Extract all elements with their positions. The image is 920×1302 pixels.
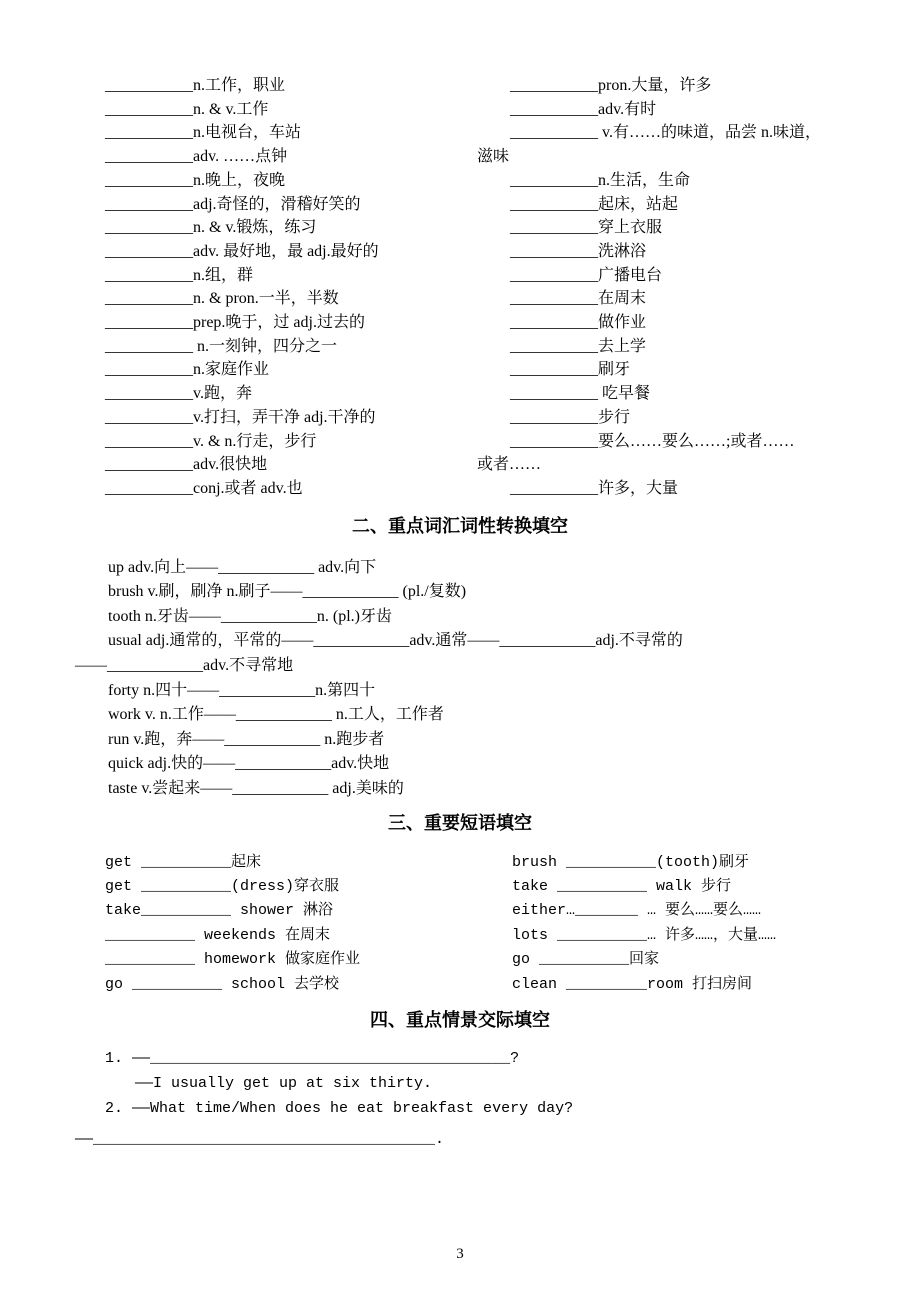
- vocab-item: ___________刷牙: [510, 361, 631, 379]
- vocab-item: ___________adv.很快地: [105, 456, 268, 474]
- vocab-section: [0, 0, 920, 501]
- section-3-body: [0, 851, 920, 997]
- vocab-item: ___________ 吃早餐: [510, 385, 651, 403]
- phrase-item: brush __________(tooth)刷牙: [512, 853, 750, 871]
- vocab-item: ___________穿上衣服: [510, 219, 663, 237]
- vocab-item: ___________n. & v.锻炼，练习: [105, 219, 317, 237]
- vocab-item: ___________在周末: [510, 290, 647, 308]
- phrase-item: __________ homework 做家庭作业: [105, 951, 361, 969]
- vocab-item: ___________ v.有……的味道，品尝 n.味道，: [510, 124, 821, 142]
- phrase-item: __________ weekends 在周末: [105, 926, 331, 944]
- section-2-body: [0, 556, 920, 802]
- phrase-item: take __________ walk 步行: [512, 878, 732, 895]
- vocab-item: ___________做作业: [510, 314, 647, 332]
- vocab-item: ___________洗淋浴: [510, 242, 647, 260]
- vocab-item: ___________n. & pron.一半，半数: [105, 290, 339, 308]
- section-4-title: 四、重点情景交际填空: [370, 1010, 550, 1031]
- dialog-line: 2. ——What time/When does he eat breakfast every day?: [105, 1100, 574, 1118]
- vocab-item: ___________pron.大量，许多: [510, 77, 712, 94]
- word-conversion-line: taste v.尝起来——____________ adj.美味的: [108, 780, 404, 797]
- word-conversion-line: brush v.刷，刷净 n.刷子——____________ (pl./复数): [108, 583, 467, 601]
- vocab-item: ___________n. & v.工作: [105, 100, 269, 118]
- section-3-title: 三、重要短语填空: [388, 812, 532, 833]
- word-conversion-line: usual adj.通常的，平常的——____________adv.通常——____________adj.不寻常的: [108, 632, 683, 650]
- dialog-line: 1. ——________________________________________?: [105, 1050, 520, 1068]
- phrase-item: clean _________room 打扫房间: [512, 975, 753, 993]
- vocab-item: ___________v.跑，奔: [105, 385, 252, 403]
- vocab-item: ___________ n.一刻钟，四分之一: [105, 337, 338, 355]
- word-conversion-line: tooth n.牙齿——____________n. (pl.)牙齿: [108, 607, 392, 625]
- page-number: 3: [456, 1246, 464, 1262]
- vocab-item: ___________n.电视台，车站: [105, 124, 302, 142]
- section-4-body: [0, 1046, 920, 1152]
- dialog-line: ——I usually get up at six thirty.: [135, 1075, 433, 1093]
- vocab-item: ___________n.组，群: [105, 266, 254, 284]
- phrase-item: go __________回家: [512, 951, 660, 969]
- vocab-item: ___________许多，大量: [510, 479, 679, 497]
- phrase-item: take__________ shower 淋浴: [105, 902, 334, 920]
- section-2-title: 二、重点词汇词性转换填空: [352, 515, 568, 536]
- word-conversion-line: run v.跑，奔——____________ n.跑步者: [108, 730, 385, 748]
- vocab-item: ___________prep.晚于，过 adj.过去的: [105, 314, 365, 332]
- vocab-item: ___________adv. 最好地，最 adj.最好的: [105, 242, 379, 260]
- vocab-column-right: [477, 74, 917, 501]
- vocab-item: ___________adv. ……点钟: [105, 148, 288, 166]
- phrase-column-right: [512, 851, 912, 997]
- word-conversion-line: forty n.四十——____________n.第四十: [108, 681, 376, 699]
- phrase-item: lots __________… 许多……，大量……: [512, 926, 777, 944]
- phrase-item: go __________ school 去学校: [105, 975, 340, 993]
- vocab-item: ___________n.晚上，夜晚: [105, 171, 286, 189]
- vocab-item: ___________v.打扫，弄干净 adj.干净的: [105, 408, 376, 426]
- vocab-item: ___________起床，站起: [510, 195, 679, 213]
- word-conversion-line: up adv.向上——____________ adv.向下: [108, 558, 377, 576]
- vocab-item: ___________n.生活，生命: [510, 171, 691, 189]
- vocab-item-continuation: 滋味: [477, 148, 510, 166]
- dialog-line: ——______________________________________.: [75, 1131, 445, 1149]
- vocab-item: ___________步行: [510, 408, 631, 426]
- vocab-column-left: [105, 74, 477, 501]
- vocab-item: ___________adj.奇怪的，滑稽好笑的: [105, 195, 361, 213]
- vocab-item: ___________n.家庭作业: [105, 361, 270, 379]
- phrase-item: get __________起床: [105, 853, 262, 871]
- word-conversion-line-continuation: ——____________adv.不寻常地: [75, 657, 294, 675]
- vocab-item: ___________conj.或者 adv.也: [105, 479, 303, 497]
- phrase-column-left: [105, 851, 512, 997]
- vocab-item: ___________广播电台: [510, 266, 663, 284]
- vocab-item-continuation: 或者……: [477, 456, 542, 474]
- vocab-item: ___________去上学: [510, 337, 647, 355]
- phrase-item: either…_______ … 要么……要么……: [512, 902, 762, 920]
- vocab-item: ___________要么……要么……;或者……: [510, 432, 795, 450]
- phrase-item: get __________(dress)穿衣服: [105, 878, 340, 895]
- word-conversion-line: quick adj.快的——____________adv.快地: [108, 755, 390, 773]
- vocab-item: ___________adv.有时: [510, 100, 657, 118]
- vocab-item: ___________v. & n.行走，步行: [105, 432, 317, 450]
- vocab-item: ___________n.工作，职业: [105, 77, 286, 94]
- word-conversion-line: work v. n.工作——____________ n.工人，工作者: [108, 706, 444, 724]
